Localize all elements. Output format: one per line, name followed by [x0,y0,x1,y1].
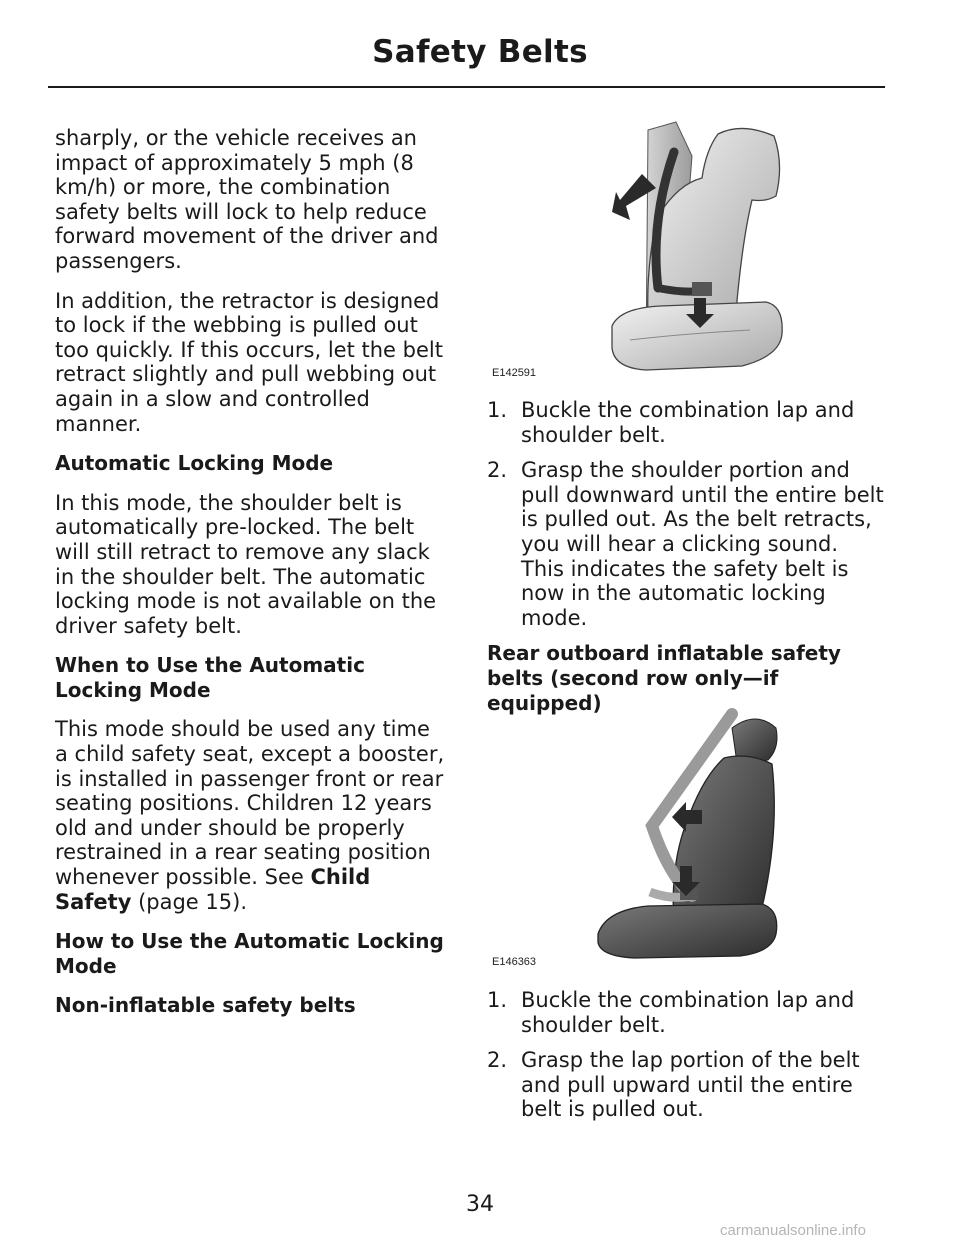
step-text: Grasp the lap portion of the belt and pull upward until the entire belt is pulled out. [521,1048,860,1122]
heading-when-to-use: When to Use the Automatic Locking Mode [55,653,365,702]
step-text: Buckle the combination lap and shoulder belt. [521,988,855,1037]
page-title: Safety Belts [372,34,588,70]
page-number: 34 [466,1192,494,1217]
list-item [487,458,887,630]
paragraph-lock-impact: sharply, or the vehicle receives an impact of approximately 5 mph (8 km/h) or more, the combination safety belts will lock to help reduce forward movement of the driver and passengers. [55,126,439,273]
heading-how-to-use: How to Use the Automatic Locking Mode [55,929,444,978]
step-text: Grasp the shoulder portion and pull downward until the entire belt is pulled out. As the belt retracts, you will hear a clicking sound. This indicates the safety belt is now in the automatic locking mode. [521,458,884,630]
step-number: 2. [487,458,508,483]
steps-list-b [487,988,887,1122]
page-reference: (page 15). [131,889,247,914]
right-column-lower [487,988,887,1133]
paragraph-retractor: In addition, the retractor is designed to lock if the webbing is pulled out too quickly. If this occurs, let the belt retract slightly and pull webbing out again in a slow and controlled manner. [55,288,443,436]
when-to-use-text: This mode should be used any time a child safety seat, except a booster, is installed in passenger front or rear seating positions. Children 12 years old and under should be properly restrained in a rear seating position whenever possible. See [55,717,445,890]
figure-code-2: E146363 [492,956,537,968]
step-text: Buckle the combination lap and shoulder belt. [521,398,855,447]
step-number: 2. [487,1048,508,1073]
paragraph-mode-description: In this mode, the shoulder belt is automatically pre-locked. The belt will still retract to remove any slack in the shoulder belt. The automatic locking mode is not available on the driver safety belt. [55,490,437,638]
paragraph-when-to-use [55,717,447,914]
step-number: 1. [487,988,508,1012]
rear-seat-illustration [480,706,880,972]
figure-rear-seat [480,706,880,972]
left-column [55,126,447,1033]
right-column [487,398,887,730]
list-item [487,398,887,447]
heading-automatic-locking-mode: Automatic Locking Mode [55,451,334,476]
header-divider [48,86,885,88]
list-item [487,1048,887,1122]
front-seat-illustration [480,112,880,384]
child-safety-link[interactable]: Child Safety [55,865,371,914]
watermark: carmanualsonline.info [720,1222,866,1239]
step-number: 1. [487,398,508,422]
steps-list-a [487,398,887,630]
heading-non-inflatable: Non-inflatable safety belts [55,993,356,1018]
heading-rear-outboard: Rear outboard inflatable safety belts (second row only—if equipped) [487,641,841,715]
figure-code-1: E142591 [492,367,537,379]
list-item [487,988,887,1037]
figure-front-seat [480,112,880,384]
